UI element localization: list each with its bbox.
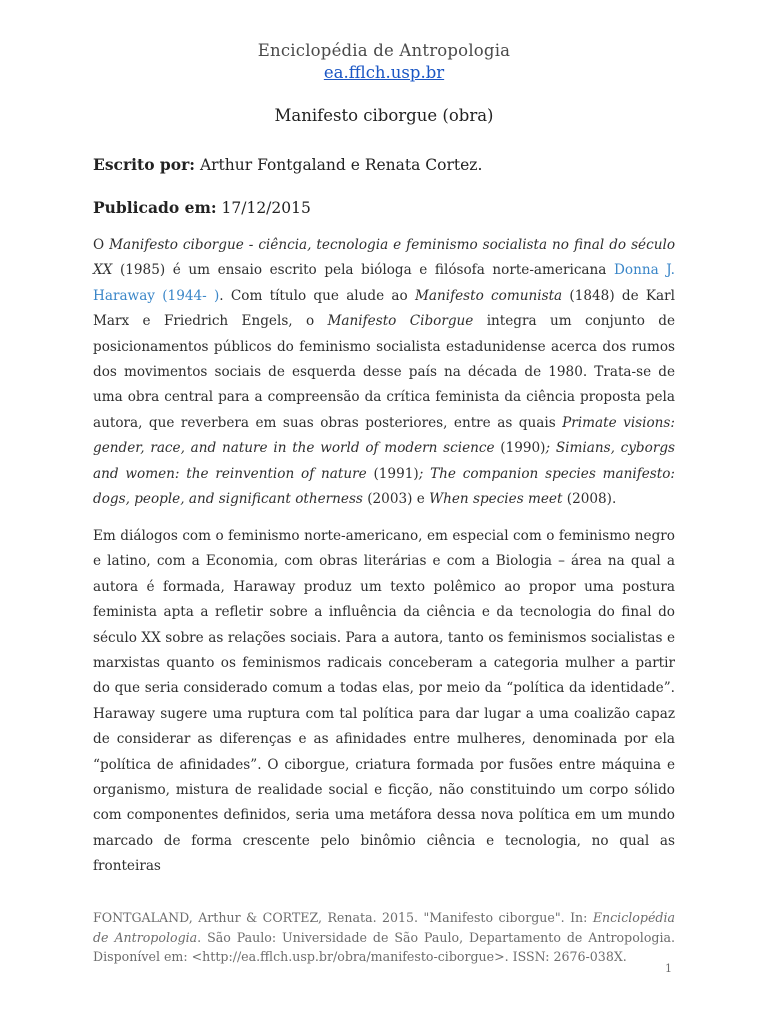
p1-italic-title: Manifesto Ciborgue (327, 313, 474, 330)
date-value: 17/12/2015 (221, 199, 311, 217)
citation-text: FONTGALAND, Arthur & CORTEZ, Renata. 2015. "Manifesto ciborgue". In: (93, 910, 593, 925)
citation-source: Enciclopédia de Antropologia (93, 910, 675, 945)
date-line (93, 198, 311, 217)
author-value: Arthur Fontgaland e Renata Cortez. (199, 156, 483, 174)
paragraph-2: Em diálogos com o feminismo norte-americano, em especial com o feminismo negro e latino, com a Economia, com obras literárias e com a Biologia – área na qual a autora é formada, Haraway produz um texto polêmico ao propor uma postura feminista apta a refletir sobre a influência da ciência e da tecnologia do final do século XX sobre as relações sociais. Para a autora, tanto os feminismos socialistas e marxistas quanto os feminismos radicais conceberam a categoria mulher a partir do que seria considerado comum a todas elas, por meio da “política da identidade”. Haraway sugere uma ruptura com tal política para dar lugar a uma coalizão capaz de considerar as diferenças e as afinidades entre mulheres, denominada por ela “política de afinidades”. O ciborgue, criatura formada por fusões entre máquina e organismo, mistura de realidade social e ficção, não constituindo um corpo sólido com componentes definidos, seria uma metáfora dessa nova política em um mundo marcado de forma crescente pelo binômio ciência e tecnologia, no qual as fronteiras (93, 528, 675, 875)
p1-text: (1991) (366, 465, 419, 482)
paragraph-1 (93, 233, 675, 512)
document-title: Manifesto ciborgue (obra) (274, 106, 494, 125)
p1-text: . Com título que alude ao (219, 287, 415, 304)
p1-text: O (93, 237, 110, 253)
p1-italic-title: When species meet (429, 491, 563, 508)
page-header (0, 40, 768, 84)
haraway-link[interactable]: Donna J. Haraway (1944- ) (93, 262, 675, 304)
p1-text: (1848) de Karl Marx e Friedrich Engels, o (93, 287, 675, 330)
citation-footer (93, 908, 675, 967)
p1-text: integra um conjunto de posicionamentos públicos do feminismo socialista estadunidense acerca dos rumos dos movimentos sociais de esquerda desse país na década de 1980. Trata-se de uma obra central para a compreensão da crítica feminista da ciência proposta pela autora, que reverbera em suas obras posteriores, entre as quais (93, 313, 676, 431)
site-title: Enciclopédia de Antropologia (257, 41, 511, 60)
author-line (93, 155, 482, 174)
p1-italic-title: Manifesto comunista (414, 287, 563, 304)
p1-text: (2008). (562, 491, 617, 508)
p1-italic-title: Primate visions: gender, race, and nature in the world of modern science (93, 414, 675, 457)
site-link[interactable]: ea.fflch.usp.br (323, 63, 445, 82)
p1-italic-title: ; Simians, cyborgs and women: the reinvention of nature (93, 440, 675, 482)
p1-text: (1990) (494, 440, 546, 457)
citation-text: . São Paulo: Universidade de São Paulo, Departamento de Antropologia. Disponível em: <http://ea.fflch.usp.br/obra/manifesto-ciborgue>. ISSN: 2676-038X. (93, 929, 675, 964)
p1-italic-title: ; The companion species manifesto: dogs, people, and significant otherness (93, 465, 675, 508)
p1-text: (2003) e (362, 491, 430, 508)
p1-text: (1985) é um ensaio escrito pela bióloga e filósofa norte-americana (112, 262, 614, 279)
p1-italic-title: Manifesto ciborgue - ciência, tecnologia e feminismo socialista no final do século XX (93, 237, 675, 279)
date-label: Publicado em: (93, 198, 217, 217)
page-number: 1 (665, 962, 672, 975)
author-label: Escrito por: (93, 155, 195, 174)
